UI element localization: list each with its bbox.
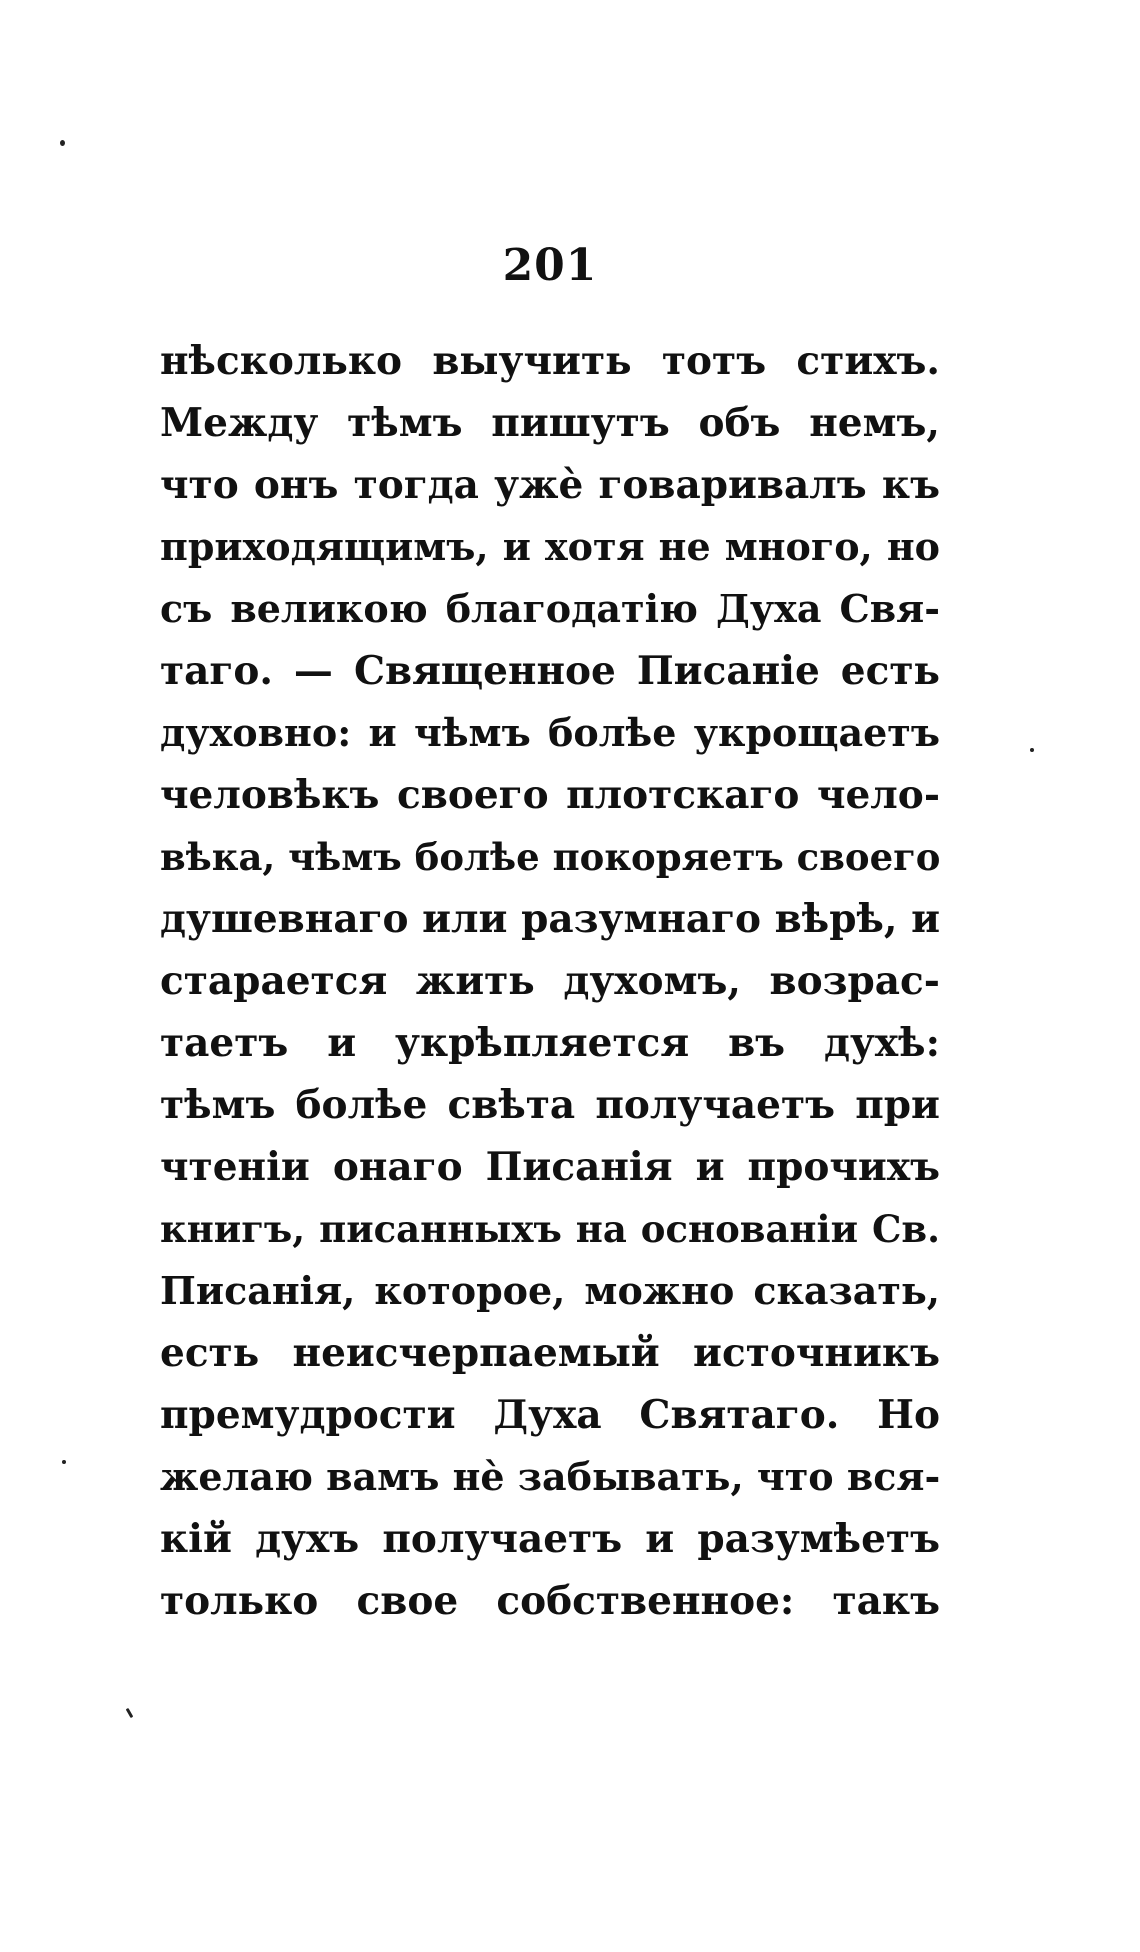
text-line: человѣкъ своего плотскаго чело- (160, 772, 940, 818)
text-line: душевнаго или разумнаго вѣрѣ, и (160, 896, 940, 942)
text-line: тѣмъ болѣе свѣта получаетъ при (160, 1082, 940, 1128)
text-line: желаю вамъ нѐ забывать, что вся- (160, 1454, 941, 1499)
print-speck (60, 140, 65, 146)
text-line: таго. — Священное Писаніе есть (160, 648, 940, 694)
text-line: таетъ и укрѣпляется въ духѣ: (160, 1020, 940, 1066)
page-number: 201 (502, 240, 598, 291)
text-line: премудрости Духа Святаго. Но (160, 1392, 940, 1438)
print-speck (1030, 748, 1034, 752)
text-line: есть неисчерпаемый источникъ (160, 1330, 940, 1376)
text-line: нѣсколько выучить тотъ стихъ. (160, 338, 940, 384)
text-line: книгъ, писанныхъ на основаніи Св. (160, 1207, 940, 1251)
print-speck (62, 1460, 66, 1464)
text-line: вѣка, чѣмъ болѣе покоряетъ своего (160, 835, 941, 879)
text-line: что онъ тогда ужѐ говаривалъ къ (160, 462, 940, 508)
text-line: чтеніи онаго Писанія и прочихъ (160, 1144, 940, 1190)
text-line: съ великою благодатію Духа Свя- (160, 586, 940, 631)
text-line: только свое собственное: такъ (160, 1578, 940, 1624)
body-text (160, 330, 940, 1632)
text-line: старается жить духомъ, возрас- (160, 958, 940, 1004)
print-speck (126, 1708, 134, 1718)
text-line: духовно: и чѣмъ болѣе укрощаетъ (160, 710, 940, 755)
text-line: приходящимъ, и хотя не много, но (160, 524, 940, 569)
text-line: Между тѣмъ пишутъ объ немъ, (160, 400, 940, 446)
text-line: кій духъ получаетъ и разумѣетъ (160, 1516, 940, 1562)
text-line: Писанія, которое, можно сказать, (160, 1268, 940, 1313)
